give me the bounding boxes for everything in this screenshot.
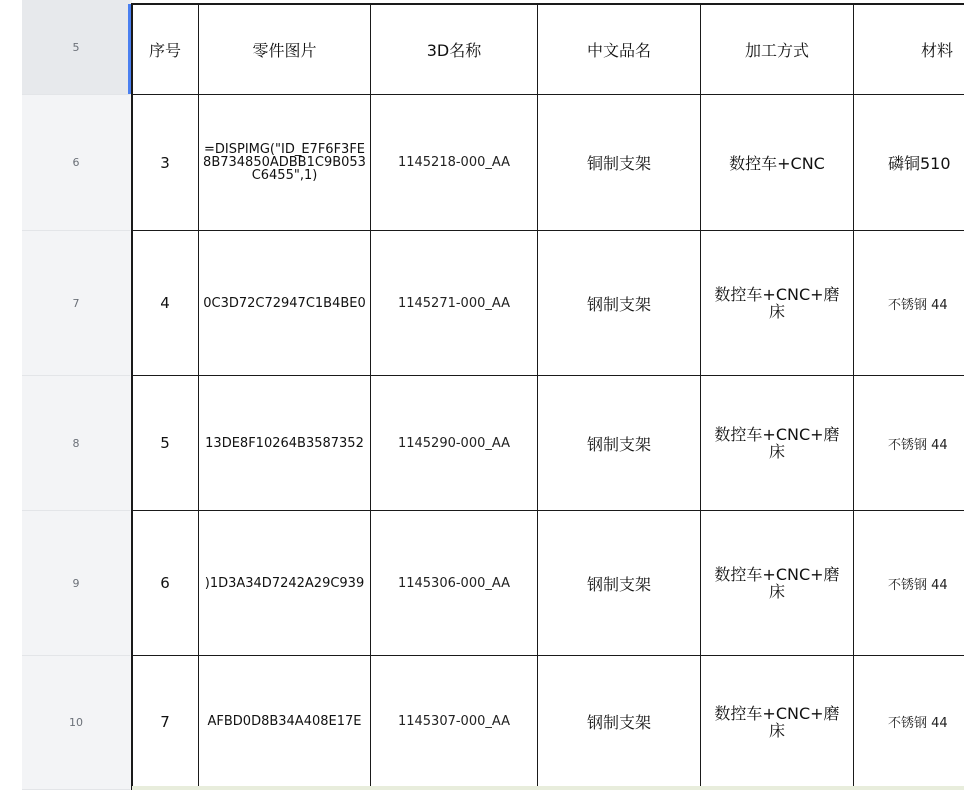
header-process[interactable]: 加工方式: [701, 4, 854, 95]
cell-3d-name[interactable]: 1145218-000_AA: [371, 95, 538, 231]
row-header-10[interactable]: 10: [22, 656, 130, 790]
grid-bottom-edge: [132, 786, 964, 790]
cell-3d-name[interactable]: 1145307-000_AA: [371, 656, 538, 788]
grid-left-border: [131, 3, 133, 790]
cell-seq[interactable]: 7: [132, 656, 199, 788]
row-header-9[interactable]: 9: [22, 511, 130, 656]
cell-cn-name[interactable]: 钢制支架: [538, 656, 701, 788]
cell-material[interactable]: 磷铜510: [854, 95, 964, 231]
cell-3d-name[interactable]: 1145290-000_AA: [371, 376, 538, 511]
row-header-6[interactable]: 6: [22, 95, 130, 231]
cell-material[interactable]: 不锈钢 44: [854, 656, 964, 788]
cell-process[interactable]: 数控车+CNC+磨床: [701, 656, 854, 788]
cell-image-formula[interactable]: 13DE8F10264B3587352: [199, 376, 371, 511]
header-cn-name[interactable]: 中文品名: [538, 4, 701, 95]
row-header-8[interactable]: 8: [22, 376, 130, 511]
header-material[interactable]: 材料: [854, 4, 964, 95]
cell-cn-name[interactable]: 铜制支架: [538, 95, 701, 231]
cell-material[interactable]: 不锈钢 44: [854, 231, 964, 376]
cell-cn-name[interactable]: 钢制支架: [538, 376, 701, 511]
cell-image-formula[interactable]: =DISPIMG("ID_E7F6F3FE8B734850ADBB1C9B053C6455",1): [199, 95, 371, 231]
cell-seq[interactable]: 3: [132, 95, 199, 231]
cell-process[interactable]: 数控车+CNC+磨床: [701, 376, 854, 511]
grid-top-border: [132, 3, 964, 5]
cell-material[interactable]: 不锈钢 44: [854, 376, 964, 511]
cell-seq[interactable]: 6: [132, 511, 199, 656]
header-seq[interactable]: 序号: [132, 4, 199, 95]
cell-material[interactable]: 不锈钢 44: [854, 511, 964, 656]
cell-image-formula[interactable]: AFBD0D8B34A408E17E: [199, 656, 371, 788]
data-grid: [132, 0, 964, 790]
cell-cn-name[interactable]: 钢制支架: [538, 511, 701, 656]
page-gutter: [0, 0, 22, 790]
cell-seq[interactable]: 5: [132, 376, 199, 511]
cell-process[interactable]: 数控车+CNC+磨床: [701, 231, 854, 376]
cell-seq[interactable]: 4: [132, 231, 199, 376]
cell-image-formula[interactable]: )1D3A34D7242A29C939: [199, 511, 371, 656]
row-header-5[interactable]: 5: [22, 0, 130, 95]
cell-cn-name[interactable]: 钢制支架: [538, 231, 701, 376]
header-3d-name[interactable]: 3D名称: [371, 4, 538, 95]
cell-process[interactable]: 数控车+CNC: [701, 95, 854, 231]
cell-3d-name[interactable]: 1145271-000_AA: [371, 231, 538, 376]
header-image[interactable]: 零件图片: [199, 4, 371, 95]
cell-image-formula[interactable]: 0C3D72C72947C1B4BE0: [199, 231, 371, 376]
cell-3d-name[interactable]: 1145306-000_AA: [371, 511, 538, 656]
row-header-7[interactable]: 7: [22, 231, 130, 376]
cell-process[interactable]: 数控车+CNC+磨床: [701, 511, 854, 656]
row-header-column: [22, 0, 132, 790]
